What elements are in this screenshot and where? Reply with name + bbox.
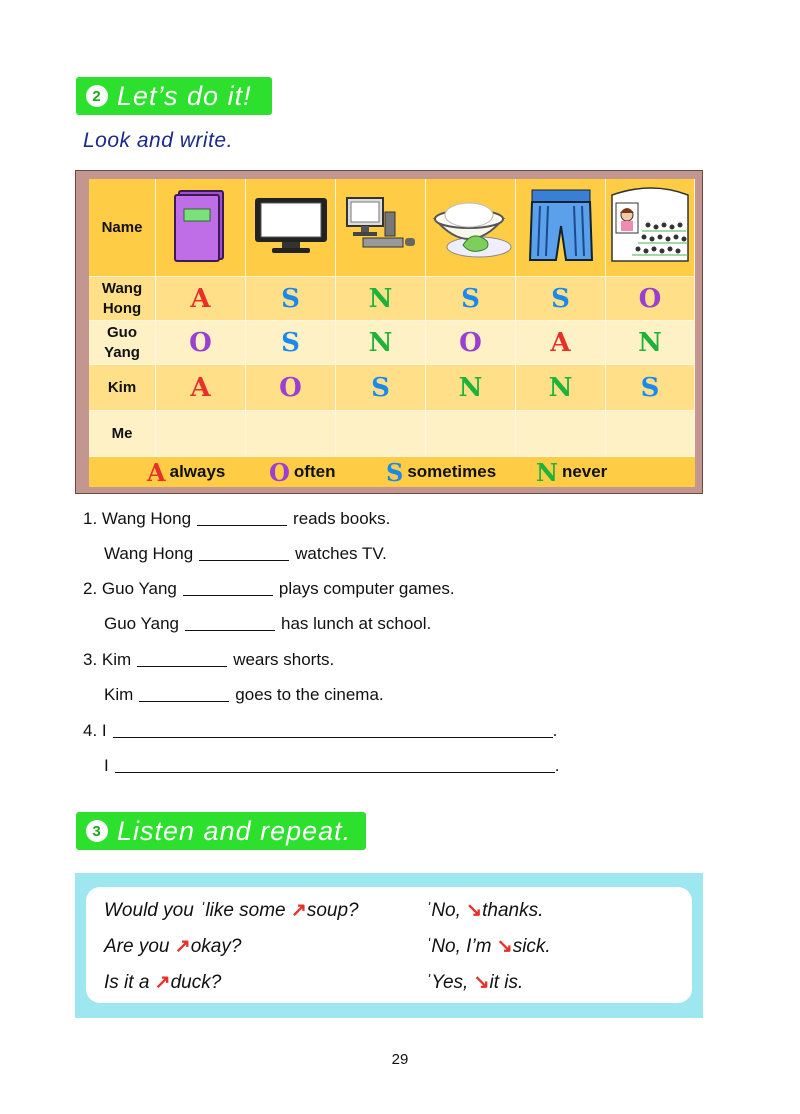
- frequency-cell: [426, 277, 516, 321]
- answer-blank[interactable]: [139, 700, 229, 702]
- falling-intonation-icon: ↘: [468, 972, 490, 993]
- frequency-symbol: O: [189, 327, 212, 358]
- dialog-line: [104, 899, 359, 922]
- frequency-cell: [246, 411, 336, 457]
- exercise-tail: watches TV.: [295, 544, 387, 563]
- frequency-symbol: S: [281, 327, 300, 358]
- frequency-cell: [426, 321, 516, 365]
- exercise-tail: .: [554, 756, 560, 775]
- frequency-cell: [516, 365, 606, 411]
- rising-intonation-icon: ↗: [169, 936, 191, 957]
- section-number: 3: [86, 820, 108, 842]
- frequency-symbol: A: [190, 283, 211, 314]
- frequency-symbol: A: [190, 372, 211, 403]
- dialog-text: ˈYes,: [425, 972, 469, 993]
- activity-header-cell: [246, 179, 336, 277]
- legend: [89, 457, 695, 487]
- frequency-symbol: S: [640, 372, 660, 403]
- legend-label: often: [293, 462, 336, 481]
- frequency-symbol: A: [550, 327, 571, 358]
- legend-label: never: [561, 462, 608, 481]
- answer-blank[interactable]: [199, 559, 289, 561]
- dialog-line: [425, 935, 551, 958]
- dialog-text: Are you: [104, 936, 170, 957]
- frequency-cell: [336, 411, 426, 457]
- falling-intonation-icon: ↘: [491, 936, 513, 957]
- exercise-tail: wears shorts.: [233, 650, 335, 669]
- frequency-symbol: N: [368, 283, 393, 314]
- exercise-tail: has lunch at school.: [281, 614, 432, 633]
- cinema-icon: [608, 185, 692, 270]
- activity-header-cell: [336, 179, 426, 277]
- frequency-cell: [156, 411, 246, 457]
- legend-label: sometimes: [407, 462, 497, 481]
- frequency-symbol: N: [458, 372, 483, 403]
- frequency-cell: [516, 321, 606, 365]
- exercise-lead: 2. Guo Yang: [83, 579, 177, 598]
- frequency-cell: [426, 365, 516, 411]
- dialog-text: ˈNo, I’m: [425, 936, 492, 957]
- exercise-lead: 3. Kim: [83, 650, 132, 669]
- section-title: Listen and repeat.: [117, 815, 352, 846]
- frequency-cell: [606, 277, 695, 321]
- legend-item: [386, 458, 496, 487]
- exercise-line: [83, 721, 557, 741]
- legend-symbol: A: [147, 457, 166, 487]
- frequency-symbol: N: [638, 327, 662, 358]
- dialog-panel: [86, 887, 692, 1003]
- rising-intonation-icon: ↗: [149, 972, 171, 993]
- dialog-text: Is it a: [104, 972, 150, 993]
- dialog-text: it is.: [489, 972, 524, 993]
- frequency-cell: [336, 365, 426, 411]
- falling-intonation-icon: ↘: [460, 900, 483, 921]
- dialog-line: [104, 935, 241, 958]
- tv-icon: [252, 192, 330, 263]
- frequency-symbol: N: [548, 372, 573, 403]
- instruction-text: Look and write.: [83, 129, 233, 152]
- exercise-tail: plays computer games.: [278, 579, 455, 598]
- frequency-symbol: S: [281, 283, 300, 314]
- exercise-lead: Guo Yang: [104, 614, 179, 633]
- dialog-line: [425, 899, 543, 922]
- exercise-lead: 4. I: [83, 721, 107, 740]
- frequency-cell: [246, 321, 336, 365]
- exercise-line: [83, 509, 390, 529]
- exercise-tail: reads books.: [293, 509, 391, 528]
- dialog-text: soup?: [306, 900, 359, 921]
- activity-header-cell: [606, 179, 695, 277]
- frequency-cell: [246, 277, 336, 321]
- legend-item: [269, 458, 335, 487]
- dialog-text: sick.: [512, 936, 551, 957]
- exercise-line: [83, 579, 455, 599]
- dialog-text: Would you ˈlike some: [104, 900, 286, 921]
- legend-item: [536, 458, 607, 487]
- dialog-text: thanks.: [482, 900, 544, 921]
- frequency-symbol: O: [459, 327, 482, 358]
- frequency-cell: [336, 277, 426, 321]
- legend-symbol: N: [536, 457, 558, 487]
- row-name-cell: Kim: [89, 365, 156, 411]
- section-2-banner: [76, 77, 272, 115]
- section-number: 2: [86, 85, 108, 107]
- shorts-icon: [524, 186, 598, 269]
- frequency-symbol: S: [551, 283, 570, 314]
- frequency-cell: [156, 321, 246, 365]
- book-icon: [171, 185, 231, 270]
- frequency-cell: [606, 365, 695, 411]
- rising-intonation-icon: ↗: [285, 900, 307, 921]
- frequency-cell: [606, 321, 695, 365]
- header-name-cell: Name: [89, 179, 156, 277]
- exercise-tail: .: [552, 721, 558, 740]
- rice-lunch-icon: [429, 189, 513, 266]
- computer-icon: [341, 192, 421, 263]
- activity-header-cell: [516, 179, 606, 277]
- frequency-symbol: N: [368, 327, 393, 358]
- legend-symbol: O: [269, 457, 290, 487]
- activity-header-cell: [426, 179, 516, 277]
- exercise-line: [83, 650, 334, 670]
- exercise-tail: goes to the cinema.: [235, 685, 384, 704]
- frequency-cell: [246, 365, 336, 411]
- legend-symbol: S: [386, 457, 404, 487]
- frequency-table: [75, 170, 703, 494]
- dialog-line: [425, 971, 523, 994]
- frequency-cell: [426, 411, 516, 457]
- section-title: Let’s do it!: [117, 80, 252, 111]
- exercise-line: [104, 756, 559, 776]
- frequency-symbol: S: [371, 372, 390, 403]
- dialog-box: [75, 873, 703, 1018]
- exercise-lead: Wang Hong: [104, 544, 194, 563]
- exercise-lead: 1. Wang Hong: [83, 509, 192, 528]
- dialog-text: okay?: [190, 936, 242, 957]
- section-3-banner: [76, 812, 366, 850]
- frequency-cell: [516, 411, 606, 457]
- frequency-symbol: O: [279, 372, 302, 403]
- activity-header-cell: [156, 179, 246, 277]
- answer-blank[interactable]: [183, 594, 273, 596]
- frequency-cell: [336, 321, 426, 365]
- legend-label: always: [169, 462, 226, 481]
- dialog-text: ˈNo,: [425, 900, 461, 921]
- answer-blank[interactable]: [137, 665, 227, 667]
- exercise-line: [104, 544, 387, 564]
- legend-item: [147, 458, 225, 487]
- page-number: 29: [391, 1051, 409, 1068]
- row-name-cell: Wang Hong: [89, 277, 156, 321]
- frequency-cell: [156, 277, 246, 321]
- answer-blank[interactable]: [197, 524, 287, 526]
- exercise-line: [104, 685, 384, 705]
- exercise-line: [104, 614, 431, 634]
- dialog-text: duck?: [170, 972, 222, 993]
- row-name-cell: Me: [89, 411, 156, 457]
- frequency-cell: [606, 411, 695, 457]
- answer-blank[interactable]: [115, 771, 555, 773]
- answer-blank[interactable]: [185, 629, 275, 631]
- frequency-symbol: O: [638, 283, 662, 314]
- frequency-cell: [516, 277, 606, 321]
- row-name-cell: Guo Yang: [89, 321, 156, 365]
- answer-blank[interactable]: [113, 736, 553, 738]
- exercise-lead: Kim: [104, 685, 134, 704]
- frequency-cell: [156, 365, 246, 411]
- frequency-grid: [89, 179, 695, 487]
- exercise-lead: I: [104, 756, 109, 775]
- dialog-line: [104, 971, 221, 994]
- frequency-symbol: S: [461, 283, 480, 314]
